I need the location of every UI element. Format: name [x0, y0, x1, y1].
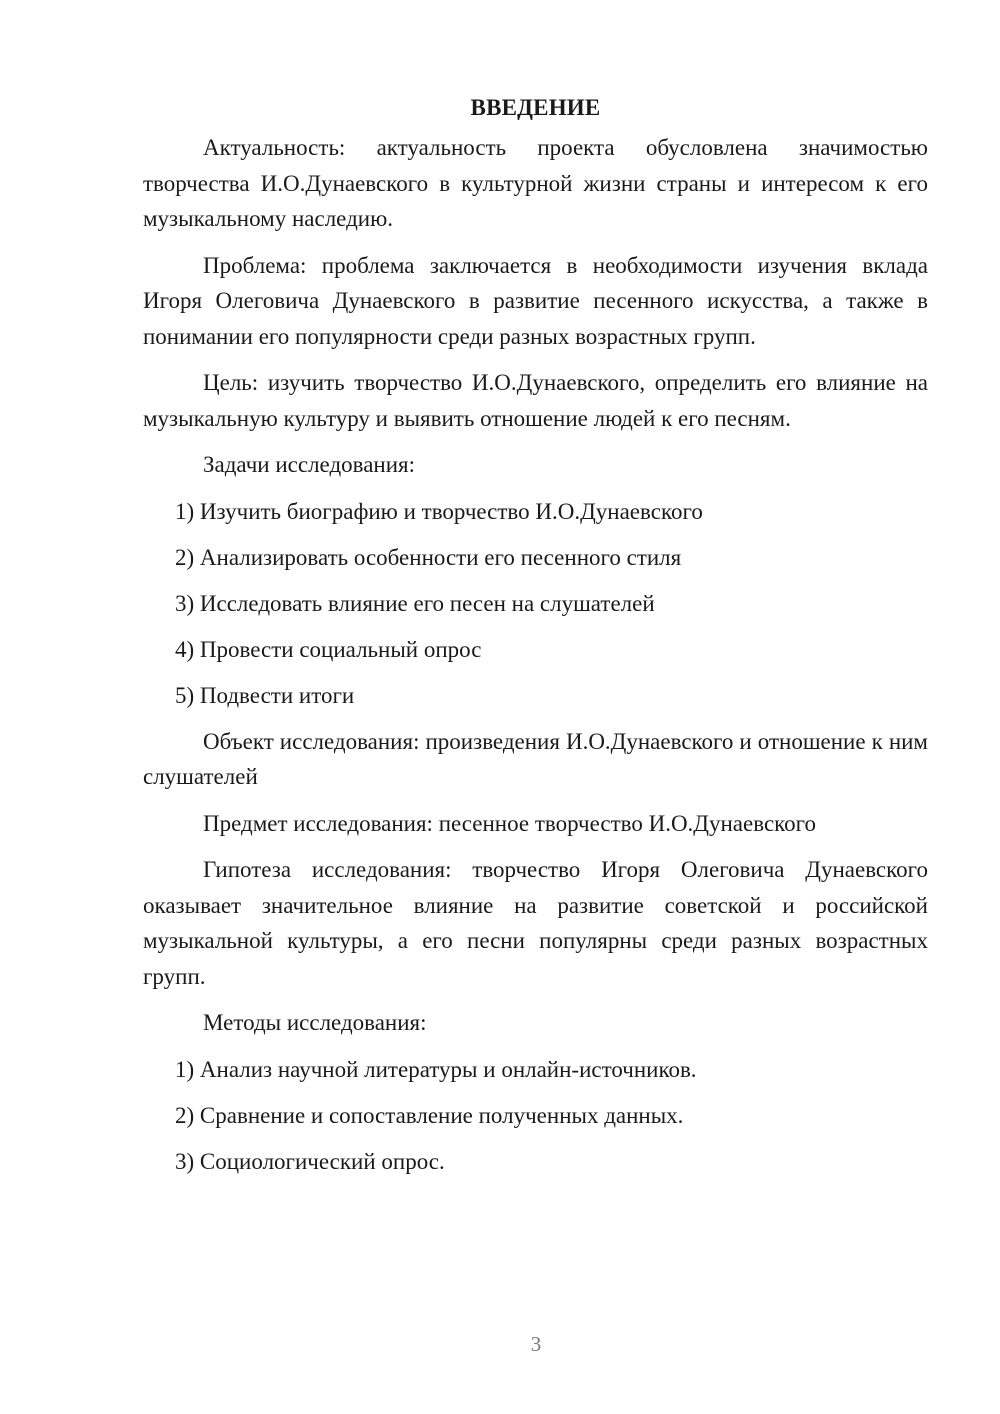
page-number: 3 — [530, 1332, 542, 1356]
tasks-heading: Задачи исследования: — [203, 452, 416, 477]
hypothesis-paragraph: Гипотеза исследования: творчество Игоря Олеговича Дунаевского оказывает значительное влияние на развитие советской и российской музыкальной культуры, а его песни популярны среди разных возрастных групп. — [143, 857, 928, 989]
methods-heading: Методы исследования: — [203, 1010, 427, 1035]
list-item: 3) Социологический опрос. — [175, 1148, 445, 1174]
list-item: 1) Анализ научной литературы и онлайн-источников. — [175, 1056, 697, 1082]
list-item: 2) Анализировать особенности его песенного стиля — [175, 544, 682, 570]
subject-paragraph: Предмет исследования: песенное творчество И.О.Дунаевского — [203, 810, 817, 836]
document-page — [143, 90, 928, 1190]
list-item: 2) Сравнение и сопоставление полученных данных. — [175, 1102, 684, 1128]
object-paragraph: Объект исследования: произведения И.О.Дунаевского и отношение к ним слушателей — [143, 728, 928, 789]
list-item: 1) Изучить биографию и творчество И.О.Дунаевского — [175, 498, 703, 524]
tasks-list — [143, 494, 928, 714]
list-item: 5) Подвести итоги — [175, 682, 355, 708]
relevance-paragraph: Актуальность: актуальность проекта обусловлена значимостью творчества И.О.Дунаевского в культурной жизни страны и интересом к его музыкальному наследию. — [143, 135, 928, 231]
list-item: 3) Исследовать влияние его песен на слушателей — [175, 590, 655, 616]
section-title: ВВЕДЕНИЕ — [470, 95, 601, 120]
goal-paragraph: Цель: изучить творчество И.О.Дунаевского, определить его влияние на музыкальную культуру и выявить отношение людей к его песням. — [143, 370, 928, 431]
methods-list — [143, 1052, 928, 1180]
list-item: 4) Провести социальный опрос — [175, 636, 482, 662]
problem-paragraph: Проблема: проблема заключается в необходимости изучения вклада Игоря Олеговича Дунаевского в развитие песенного искусства, а также в понимании его популярности среди разных возрастных групп. — [143, 252, 928, 349]
